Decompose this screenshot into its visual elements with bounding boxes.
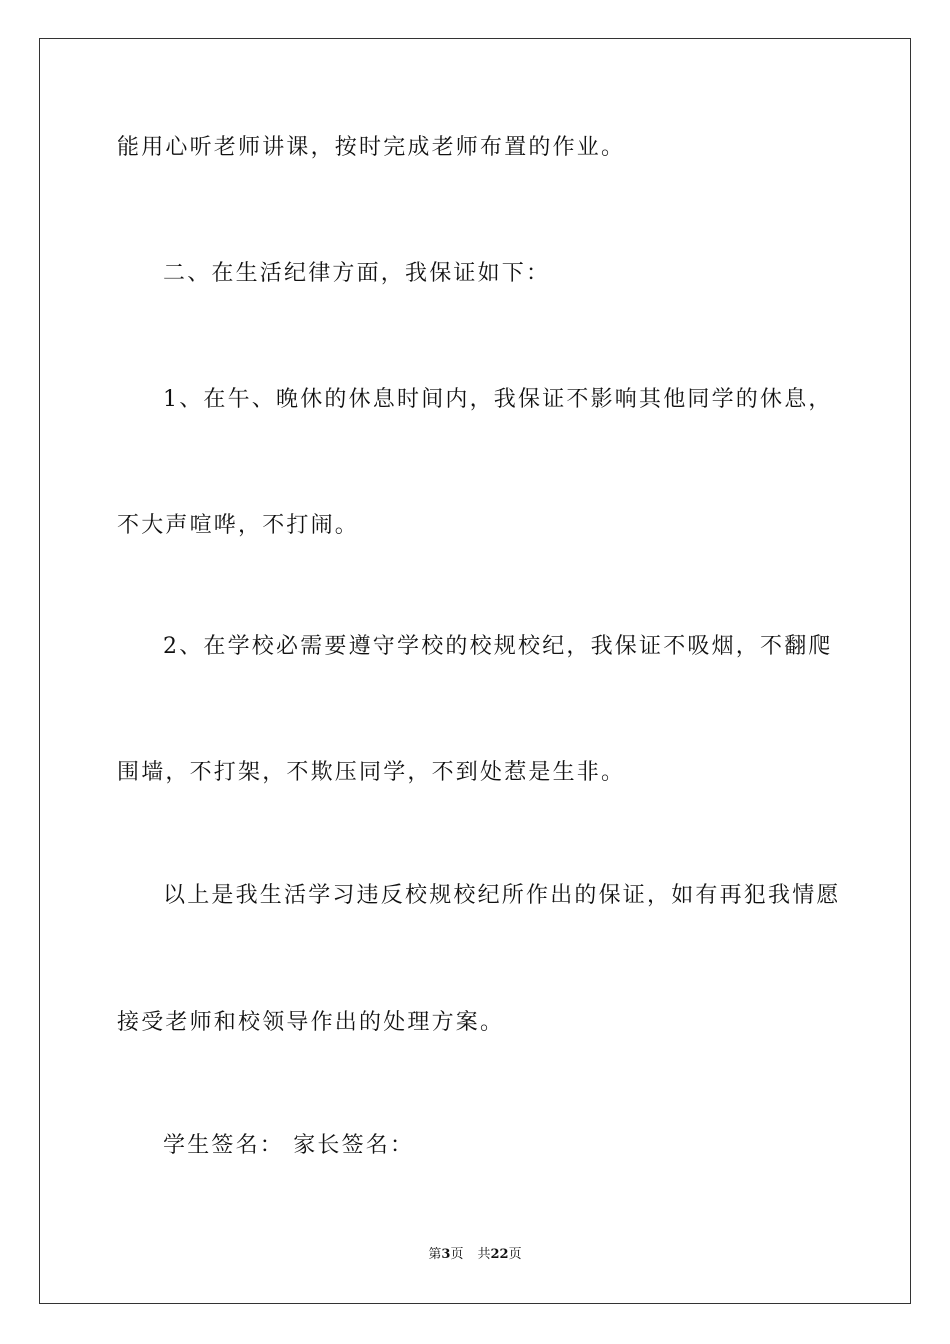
body-line-conclusion: 以上是我生活学习违反校规校纪所作出的保证，如有再犯我情愿: [163, 883, 841, 908]
body-line-conclusion-cont: 接受老师和校领导作出的处理方案。: [117, 1010, 505, 1035]
footer-page-current: 3: [441, 1247, 451, 1262]
page-border: [39, 38, 911, 1304]
footer-page-total: 22: [490, 1247, 509, 1262]
footer-page-prefix: 第: [428, 1247, 442, 1262]
section-heading-2: 二、在生活纪律方面，我保证如下：: [163, 261, 551, 286]
body-line-1: 能用心听老师讲课，按时完成老师布置的作业。: [117, 135, 626, 160]
page-footer: [0, 1246, 950, 1264]
body-line-item-1-cont: 不大声喧哗，不打闹。: [117, 513, 360, 538]
body-line-item-1: 1、在午、晚休的休息时间内，我保证不影响其他同学的休息，: [163, 387, 833, 412]
footer-total-prefix: 共: [477, 1247, 491, 1262]
body-line-item-2: 2、在学校必需要遵守学校的校规校纪，我保证不吸烟，不翻爬: [163, 634, 833, 659]
signature-line: 学生签名： 家长签名：: [163, 1133, 415, 1158]
footer-total-suffix: 页: [508, 1247, 522, 1262]
footer-page-suffix: 页: [450, 1247, 464, 1262]
body-line-item-2-cont: 围墙，不打架，不欺压同学，不到处惹是生非。: [117, 760, 626, 785]
